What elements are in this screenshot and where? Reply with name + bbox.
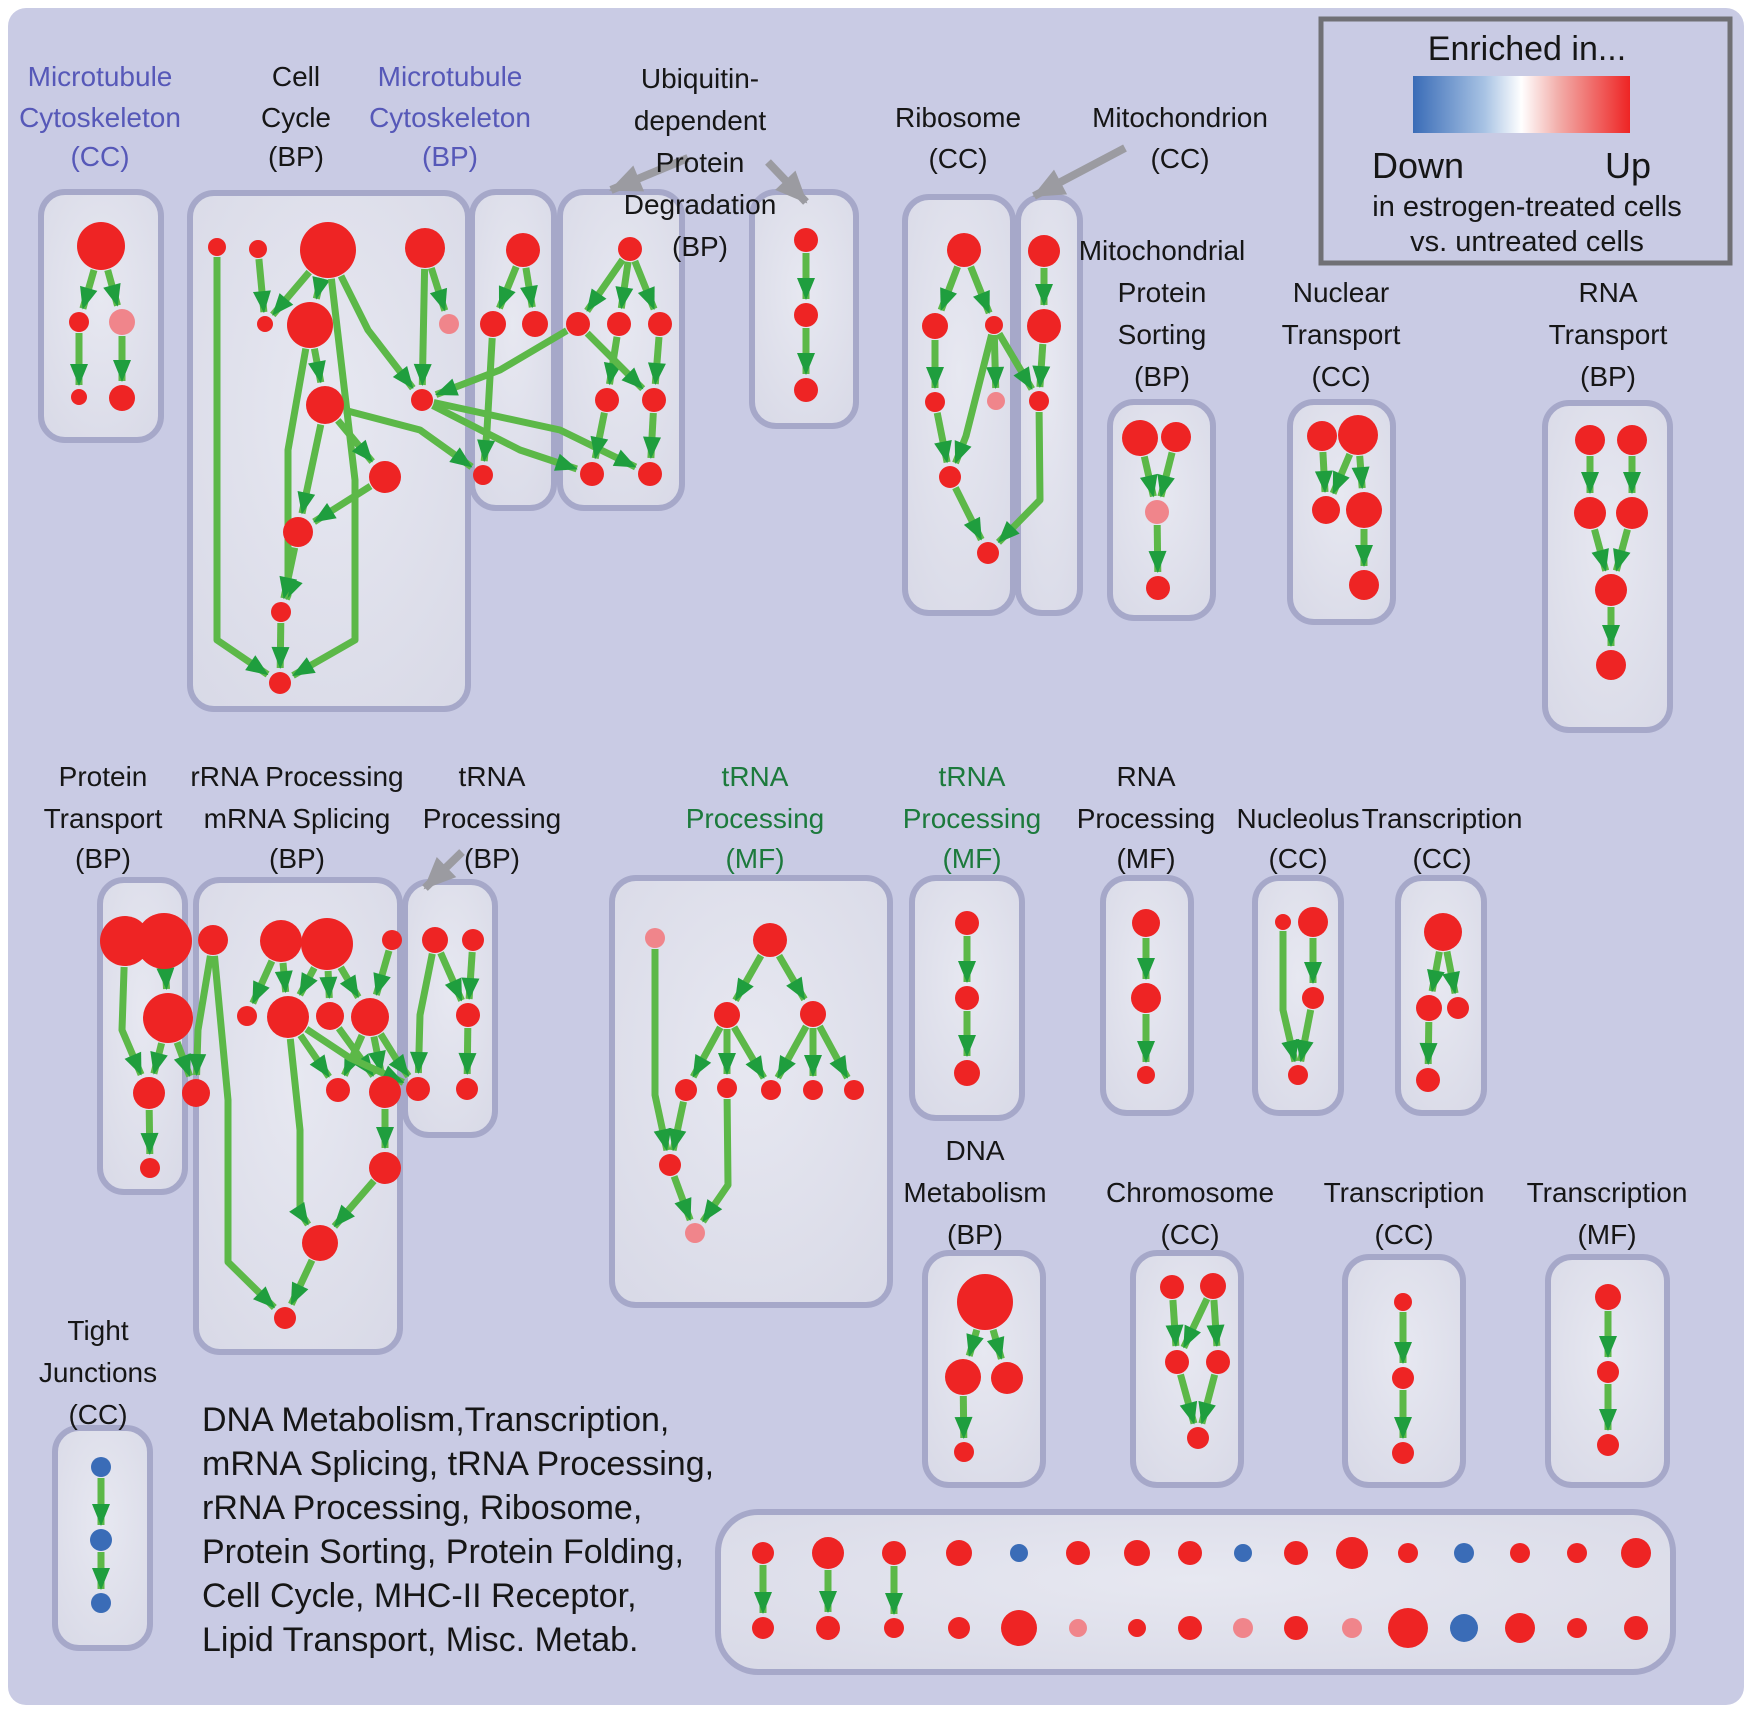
edge-mito2-rb6 [1040, 344, 1043, 387]
legend-title: Enriched in... [1427, 30, 1627, 68]
node-dn1 [957, 1274, 1013, 1330]
label-cell-cycle-bp-line1: Cell [271, 61, 321, 92]
node-rb6 [1029, 391, 1049, 411]
label-rna-processing-mf-line3: (MF) [1116, 843, 1176, 874]
node-g5 [717, 1078, 737, 1098]
label-dna-metabolism-bp-line2: Metabolism [903, 1177, 1047, 1208]
footnote-line3: rRNA Processing, Ribosome, [202, 1489, 643, 1527]
node-bottom-col2-bottom [816, 1616, 840, 1640]
node-ub2a [794, 228, 818, 252]
label-mitochondrial-protein-sorting-bp-line1: Mitochondrial [1078, 235, 1246, 266]
label-mitochondrion-cc-line2: (CC) [1150, 143, 1210, 174]
node-rr9 [326, 1078, 350, 1102]
node-bottom-col11-bottom [1342, 1618, 1362, 1638]
edge-cc3-cc6 [316, 278, 321, 299]
label-rrna-processing-mrna-splicing-bp-line3: (BP) [269, 843, 325, 874]
label-transcription-mf-line1: Transcription [1526, 1177, 1688, 1208]
node-g4 [675, 1079, 697, 1101]
node-g0 [645, 928, 665, 948]
node-mito1 [1028, 235, 1060, 267]
footnote-line4: Protein Sorting, Protein Folding, [202, 1533, 684, 1571]
node-mps2 [1161, 422, 1191, 452]
node-bottom-col16-top [1621, 1538, 1651, 1568]
node-tb1 [422, 927, 448, 953]
node-ch1 [1160, 1275, 1184, 1299]
node-t3c3 [1392, 1442, 1414, 1464]
node-bottom-col1-top [752, 1542, 774, 1564]
node-sm2 [955, 986, 979, 1010]
edge-ptD-ptE [149, 1110, 150, 1154]
node-dn2 [945, 1359, 981, 1395]
node-rb8 [977, 542, 999, 564]
edge-nt1-nt3 [1323, 452, 1325, 492]
node-rp3 [1137, 1066, 1155, 1084]
node-rp1 [1132, 909, 1160, 937]
node-nt3 [1312, 496, 1340, 524]
node-nl3 [1302, 987, 1324, 1009]
node-tb5 [456, 1078, 478, 1100]
node-bottom-col8-top [1178, 1541, 1202, 1565]
label-trna-processing-mf-1-line3: (MF) [725, 843, 785, 874]
node-t2c3 [1447, 997, 1469, 1019]
node-mtbp1 [506, 233, 540, 267]
node-ch3 [1165, 1350, 1189, 1374]
node-t3m1 [1595, 1284, 1621, 1310]
label-rna-transport-bp-line2: Transport [1548, 319, 1668, 350]
node-rt6 [1596, 650, 1626, 680]
node-tj2 [90, 1529, 112, 1551]
node-bottom-col7-top [1124, 1540, 1150, 1566]
node-mtcc2 [69, 312, 89, 332]
edge-mps3-mps4 [1157, 525, 1158, 572]
edge-ubq4-ubq6 [655, 337, 659, 384]
node-ubq4 [648, 312, 672, 336]
node-dn4 [954, 1442, 974, 1462]
edge-tb3-tb5 [467, 1028, 468, 1074]
label-trna-processing-mf-2-line3: (MF) [942, 843, 1002, 874]
node-cc13 [269, 672, 291, 694]
node-g8 [844, 1080, 864, 1100]
node-tb3 [456, 1003, 480, 1027]
label-ubiquitin-dependent-protein-degradation-bp-line3: Protein [655, 147, 745, 178]
node-rr5 [237, 1006, 257, 1026]
node-rr8 [351, 998, 389, 1036]
node-bottom-col3-bottom [884, 1618, 904, 1638]
node-nt1 [1307, 421, 1337, 451]
label-microtubule-cytoskeleton-bp-line1: Microtubule [377, 61, 523, 92]
node-rb5 [987, 392, 1005, 410]
node-t3c2 [1392, 1367, 1414, 1389]
label-microtubule-cytoskeleton-bp-line2: Cytoskeleton [369, 102, 531, 133]
node-rr13 [274, 1307, 296, 1329]
edge-dn2-dn4 [963, 1396, 964, 1438]
node-bottom-col16-bottom [1624, 1616, 1648, 1640]
label-tight-junctions-cc-line2: Junctions [38, 1357, 158, 1388]
node-ubq3 [607, 312, 631, 336]
label-nuclear-transport-cc-line2: Transport [1281, 319, 1401, 350]
label-microtubule-cytoskeleton-cc-line1: Microtubule [27, 61, 173, 92]
node-rr10 [369, 1076, 401, 1108]
footnote-line2: mRNA Splicing, tRNA Processing, [202, 1445, 715, 1483]
label-rna-processing-mf-line1: RNA [1116, 761, 1176, 792]
label-trna-processing-mf-2-line1: tRNA [938, 761, 1006, 792]
node-ub2c [794, 378, 818, 402]
edge-cc12-cc13 [280, 623, 281, 668]
node-g7 [803, 1080, 823, 1100]
node-cc9 [411, 389, 433, 411]
node-nl1 [1275, 914, 1291, 930]
legend-note-line1: in estrogen-treated cells [1372, 191, 1682, 223]
node-t3c1 [1394, 1293, 1412, 1311]
edge-rr3-rr7 [328, 971, 329, 998]
label-rrna-processing-mrna-splicing-bp-line2: mRNA Splicing [203, 803, 391, 834]
node-sm3 [954, 1060, 980, 1086]
node-ubq5 [595, 388, 619, 412]
node-dn3 [991, 1362, 1023, 1394]
node-ubq7 [580, 462, 604, 486]
node-rr12 [302, 1225, 338, 1261]
node-ch2 [1200, 1273, 1226, 1299]
label-rna-processing-mf-line2: Processing [1076, 803, 1216, 834]
label-ribosome-cc-line1: Ribosome [894, 102, 1022, 133]
legend [1321, 19, 1730, 263]
node-cc7 [439, 314, 459, 334]
label-mitochondrial-protein-sorting-bp-line2: Protein [1117, 277, 1207, 308]
node-nt5 [1349, 570, 1379, 600]
node-g6 [761, 1080, 781, 1100]
node-bottom-col12-top [1398, 1543, 1418, 1563]
node-mtcc1 [77, 222, 125, 270]
node-rt3 [1574, 497, 1606, 529]
node-bottom-col14-top [1510, 1543, 1530, 1563]
label-nuclear-transport-cc-line1: Nuclear [1292, 277, 1390, 308]
node-sm1 [955, 911, 979, 935]
node-bottom-col3-top [882, 1541, 906, 1565]
label-trna-processing-bp-line3: (BP) [464, 843, 520, 874]
node-ptB [136, 913, 192, 969]
label-trna-processing-mf-1-line2: Processing [685, 803, 825, 834]
node-bottom-col4-bottom [948, 1617, 970, 1639]
node-ubq6 [642, 388, 666, 412]
node-rb4 [925, 392, 945, 412]
node-rb7 [939, 466, 961, 488]
edge-ptB-ptC [166, 970, 167, 989]
node-bottom-col12-bottom [1388, 1608, 1428, 1648]
node-mps1 [1122, 420, 1158, 456]
node-cc11 [283, 517, 313, 547]
node-nl2 [1298, 907, 1328, 937]
edge-cc2-cc5 [259, 259, 264, 312]
node-tb4 [406, 1077, 430, 1101]
cluster-box-bottom-strip [718, 1512, 1673, 1672]
node-rr6 [267, 996, 309, 1038]
node-rr2 [260, 920, 302, 962]
label-transcription-cc-row3-line2: (CC) [1374, 1219, 1434, 1250]
node-bottom-col6-top [1066, 1541, 1090, 1565]
node-bottom-col10-bottom [1284, 1616, 1308, 1640]
node-t3m2 [1597, 1361, 1619, 1383]
label-trna-processing-mf-1-line1: tRNA [721, 761, 789, 792]
label-tight-junctions-cc-line3: (CC) [68, 1399, 128, 1430]
label-trna-processing-mf-2-line2: Processing [902, 803, 1042, 834]
node-bottom-col6-bottom [1069, 1619, 1087, 1637]
node-tb2 [462, 929, 484, 951]
node-mtcc5 [109, 385, 135, 411]
node-nl4 [1288, 1065, 1308, 1085]
label-ubiquitin-dependent-protein-degradation-bp-line4: Degradation [623, 189, 777, 220]
node-bottom-col10-top [1284, 1541, 1308, 1565]
label-dna-metabolism-bp-line3: (BP) [947, 1219, 1003, 1250]
node-bottom-col7-bottom [1128, 1619, 1146, 1637]
node-bottom-col2-top [812, 1537, 844, 1569]
label-mitochondrion-cc-line1: Mitochondrion [1092, 102, 1268, 133]
node-bottom-col15-bottom [1567, 1618, 1587, 1638]
node-mps4 [1146, 576, 1170, 600]
node-ubq1 [618, 237, 642, 261]
label-mitochondrial-protein-sorting-bp-line4: (BP) [1134, 361, 1190, 392]
node-ch5 [1187, 1427, 1209, 1449]
node-cc8 [306, 386, 344, 424]
edge-rr2-rr6 [283, 963, 286, 992]
node-ptD [133, 1077, 165, 1109]
node-t2c4 [1416, 1068, 1440, 1092]
footnote-line6: Lipid Transport, Misc. Metab. [202, 1621, 639, 1659]
node-ptE [140, 1158, 160, 1178]
label-transcription-cc-row2-line2: (CC) [1412, 843, 1472, 874]
node-ub2b [794, 303, 818, 327]
node-bottom-col15-top [1567, 1543, 1587, 1563]
label-transcription-cc-row2-line1: Transcription [1361, 803, 1523, 834]
node-rt2 [1617, 425, 1647, 455]
label-protein-transport-bp-line1: Protein [58, 761, 148, 792]
node-ptC [143, 993, 193, 1043]
node-cc10 [369, 461, 401, 493]
node-bottom-col8-bottom [1178, 1616, 1202, 1640]
footnote-line1: DNA Metabolism,Transcription, [202, 1401, 670, 1439]
label-nucleolus-cc-line1: Nucleolus [1236, 803, 1360, 834]
label-transcription-cc-row3-line1: Transcription [1323, 1177, 1485, 1208]
node-t2c2 [1416, 995, 1442, 1021]
node-tj1 [91, 1457, 111, 1477]
node-mtbp2 [480, 311, 506, 337]
node-bottom-col13-bottom [1450, 1614, 1478, 1642]
legend-down-label: Down [1371, 145, 1465, 186]
legend-gradient-bar [1413, 76, 1630, 133]
node-rt5 [1595, 574, 1627, 606]
node-rr7 [316, 1002, 344, 1030]
label-ubiquitin-dependent-protein-degradation-bp-line1: Ubiquitin- [640, 63, 760, 94]
node-g1 [753, 923, 787, 957]
node-bottom-col4-top [946, 1540, 972, 1566]
edge-t2c2-t2c4 [1428, 1022, 1429, 1064]
node-g3 [800, 1001, 826, 1027]
label-trna-processing-bp-line2: Processing [422, 803, 562, 834]
label-transcription-mf-line2: (MF) [1577, 1219, 1637, 1250]
edge-ch2-ch4 [1214, 1300, 1217, 1346]
node-bottom-col11-top [1336, 1537, 1368, 1569]
node-rb1 [947, 233, 981, 267]
node-mito2 [1027, 309, 1061, 343]
edge-ch1-ch3 [1173, 1300, 1176, 1346]
node-cc6 [287, 302, 333, 348]
label-microtubule-cytoskeleton-cc-line3: (CC) [70, 141, 130, 172]
node-rr1 [198, 925, 228, 955]
label-trna-processing-bp-line1: tRNA [458, 761, 526, 792]
label-mitochondrial-protein-sorting-bp-line3: Sorting [1117, 319, 1207, 350]
label-rrna-processing-mrna-splicing-bp-line1: rRNA Processing [190, 761, 404, 792]
node-rr4 [382, 930, 402, 950]
label-dna-metabolism-bp-line1: DNA [945, 1135, 1005, 1166]
node-mtcc4 [71, 389, 87, 405]
node-mtbp3 [522, 311, 548, 337]
node-ubq8 [638, 462, 662, 486]
node-mtbp4 [473, 465, 493, 485]
node-rt4 [1616, 497, 1648, 529]
label-microtubule-cytoskeleton-bp-line3: (BP) [422, 141, 478, 172]
node-mps3 [1145, 500, 1169, 524]
node-cc5 [257, 316, 273, 332]
label-nuclear-transport-cc-line3: (CC) [1311, 361, 1371, 392]
node-cc4 [405, 228, 445, 268]
node-t3m3 [1597, 1434, 1619, 1456]
node-rrF [182, 1079, 210, 1107]
node-rb2 [922, 313, 948, 339]
node-g2 [714, 1002, 740, 1028]
node-cc1 [208, 238, 226, 256]
node-nt2 [1338, 415, 1378, 455]
node-rr11 [369, 1152, 401, 1184]
legend-up-label: Up [1604, 145, 1652, 186]
legend-note-line2: vs. untreated cells [1410, 226, 1644, 258]
node-bottom-col5-bottom [1001, 1610, 1037, 1646]
label-chromosome-cc-line2: (CC) [1160, 1219, 1220, 1250]
node-t2c1 [1424, 913, 1462, 951]
edge-rb3-rb5 [994, 335, 995, 388]
edge-cc4-cc9 [422, 269, 424, 385]
edge-ubq6-ubq8 [651, 413, 653, 458]
node-g10 [685, 1223, 705, 1243]
footnote-line5: Cell Cycle, MHC-II Receptor, [202, 1577, 637, 1615]
label-chromosome-cc-line1: Chromosome [1105, 1177, 1275, 1208]
node-ch4 [1206, 1350, 1230, 1374]
label-nucleolus-cc-line2: (CC) [1268, 843, 1328, 874]
label-microtubule-cytoskeleton-cc-line2: Cytoskeleton [19, 102, 181, 133]
node-rt1 [1575, 425, 1605, 455]
node-cc3 [300, 222, 356, 278]
node-cc2 [249, 240, 267, 258]
node-rr3 [301, 918, 353, 970]
edge-tb2-tb3 [469, 952, 472, 999]
node-rb3 [985, 316, 1003, 334]
label-rna-transport-bp-line3: (BP) [1580, 361, 1636, 392]
node-bottom-col9-bottom [1233, 1618, 1253, 1638]
label-cell-cycle-bp-line2: Cycle [260, 102, 332, 133]
node-ubq2 [566, 312, 590, 336]
label-protein-transport-bp-line2: Transport [43, 803, 163, 834]
node-rp2 [1131, 983, 1161, 1013]
node-bottom-col1-bottom [752, 1617, 774, 1639]
label-protein-transport-bp-line3: (BP) [75, 843, 131, 874]
label-tight-junctions-cc-line1: Tight [67, 1315, 129, 1346]
node-bottom-col13-top [1454, 1543, 1474, 1563]
label-rna-transport-bp-line1: RNA [1578, 277, 1638, 308]
label-cell-cycle-bp-line3: (BP) [268, 141, 324, 172]
label-ubiquitin-dependent-protein-degradation-bp-line5: (BP) [672, 231, 728, 262]
node-bottom-col14-bottom [1505, 1613, 1535, 1643]
node-tj3 [91, 1593, 111, 1613]
edge-nt2-nt4 [1360, 456, 1363, 488]
node-bottom-col5-top [1010, 1544, 1028, 1562]
node-bottom-col9-top [1234, 1544, 1252, 1562]
node-g9 [659, 1154, 681, 1176]
node-mtcc3 [109, 309, 135, 335]
label-ribosome-cc-line2: (CC) [928, 143, 988, 174]
label-ubiquitin-dependent-protein-degradation-bp-line2: dependent [633, 105, 767, 136]
node-nt4 [1346, 492, 1382, 528]
node-cc12 [271, 602, 291, 622]
